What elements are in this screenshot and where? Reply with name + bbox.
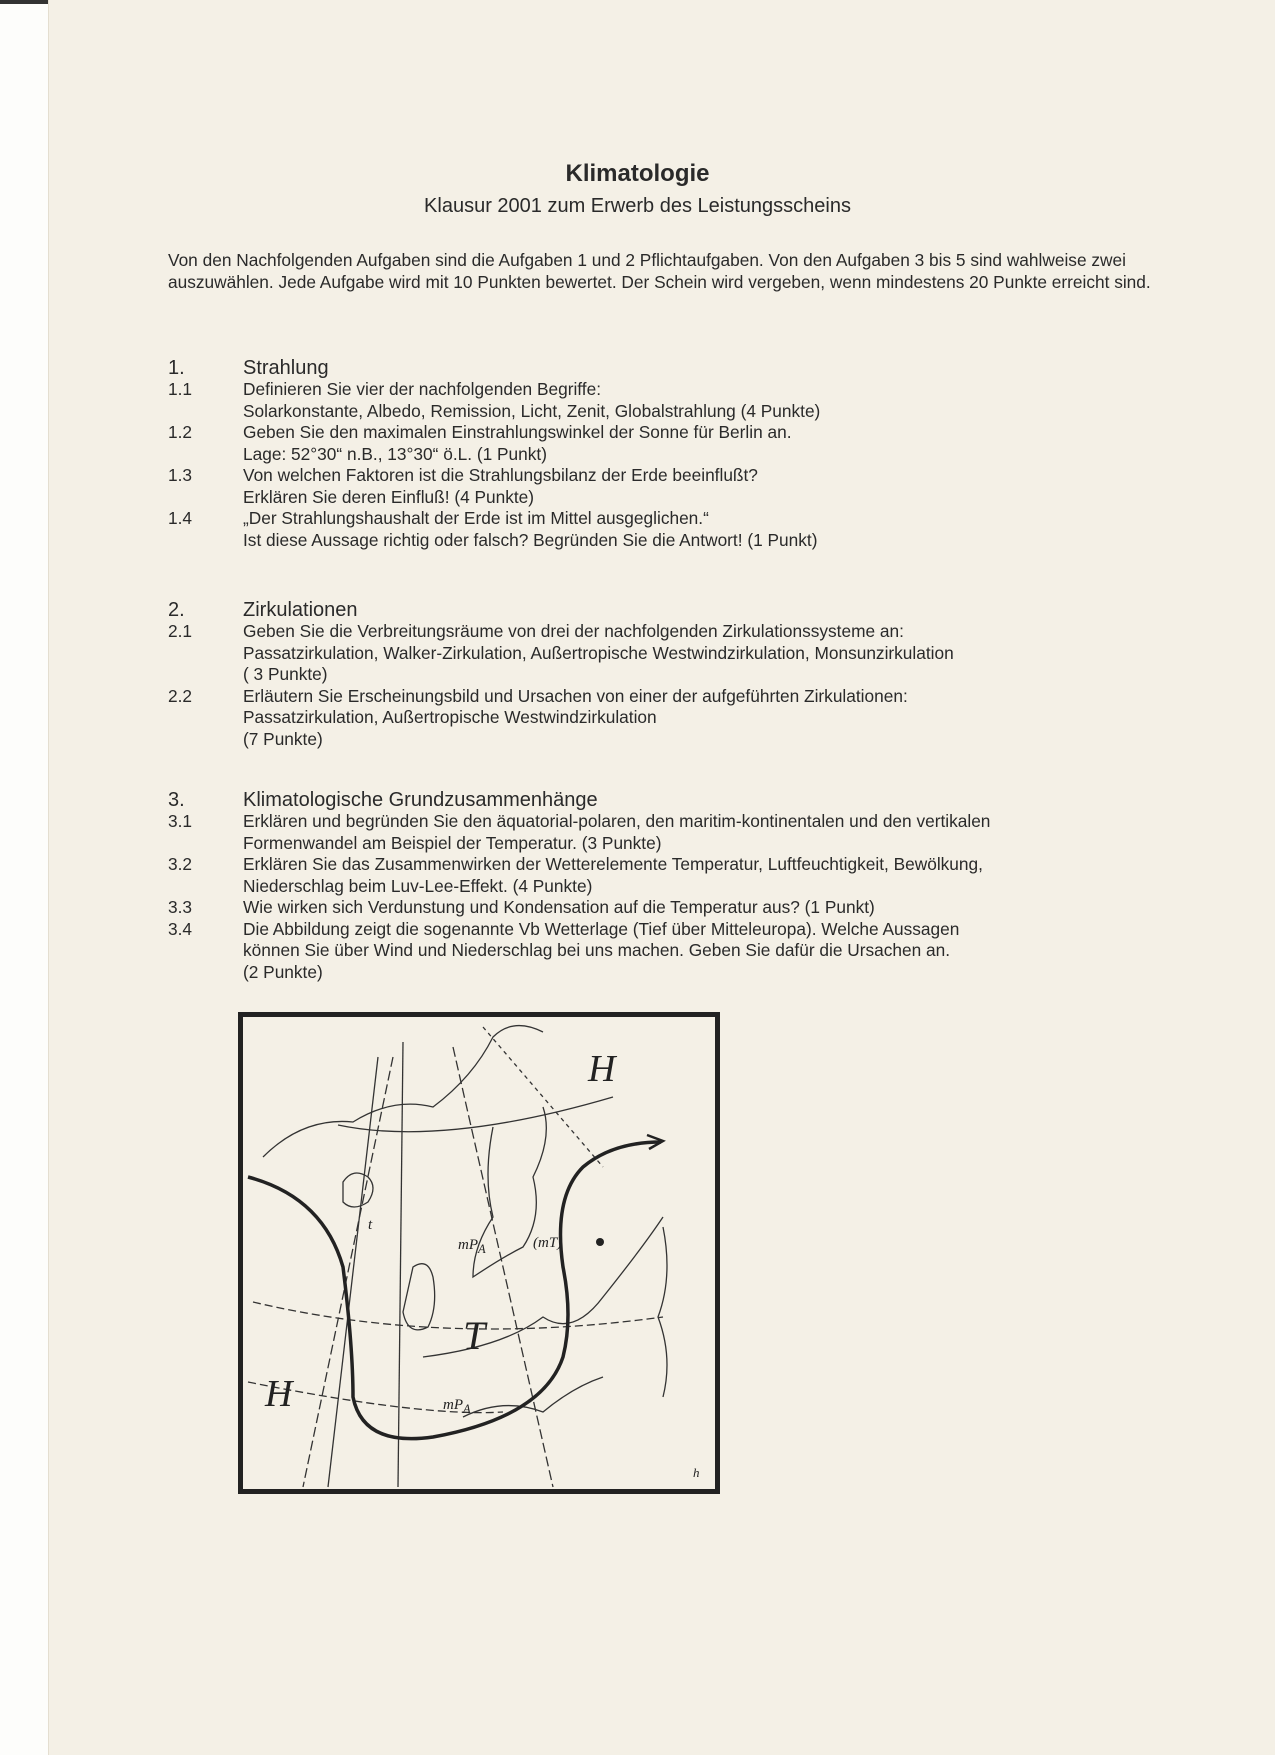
task-item bbox=[168, 854, 1158, 897]
task-text-line: (2 Punkte) bbox=[243, 961, 323, 982]
task-text-line: ( 3 Punkte) bbox=[243, 664, 328, 684]
map-label-high-sw: H bbox=[265, 1373, 293, 1415]
task-text-line: Erklären Sie das Zusammenwirken der Wetterelemente Temperatur, Luftfeuchtigkeit, Bewölkung, bbox=[243, 854, 983, 874]
task-section bbox=[168, 788, 1158, 983]
task-item bbox=[168, 897, 1158, 919]
task-text-line: Erklären und begründen Sie den äquatorial-polaren, den maritim-kontinentalen und den vertikalen bbox=[243, 811, 991, 831]
task-number: 1.3 bbox=[168, 465, 193, 485]
latitude-line bbox=[253, 1302, 663, 1329]
task-item bbox=[168, 621, 1158, 686]
task-text-line: Passatzirkulation, Walker-Zirkulation, Außertropische Westwindzirkulation, Monsunzirkulation bbox=[243, 642, 954, 663]
intro-paragraph: Von den Nachfolgenden Aufgaben sind die Aufgaben 1 und 2 Pflichtaufgaben. Von den Aufgaben 3 bis 5 sind wahlweise zwei auszuwählen. Jede Aufgabe wird mit 10 Punkten bewertet. Der Schein wird vergeben, wenn mindestens 20 Punkte erreicht sind. bbox=[168, 250, 1151, 292]
task-text-line: (7 Punkte) bbox=[243, 728, 323, 749]
task-item bbox=[168, 686, 1158, 751]
task-text-line: Wie wirken sich Verdunstung und Kondensation auf die Temperatur aus? (1 Punkt) bbox=[243, 897, 875, 917]
map-label-high-ne: H bbox=[588, 1048, 616, 1090]
map-label-mpa-north: $mP_A$ bbox=[458, 1237, 486, 1256]
task-item bbox=[168, 811, 1158, 854]
vb-weather-map bbox=[238, 1012, 720, 1494]
task-section bbox=[168, 356, 1158, 551]
map-label-t: t bbox=[368, 1217, 373, 1233]
task-text-line: Erläutern Sie Erscheinungsbild und Ursachen von einer der aufgeführten Zirkulationen: bbox=[243, 685, 908, 706]
section-number: 2. bbox=[168, 599, 185, 621]
task-section bbox=[168, 598, 1158, 750]
section-number: 1. bbox=[168, 357, 185, 379]
british-isles bbox=[403, 1264, 435, 1330]
task-number: 1.2 bbox=[168, 422, 193, 442]
task-text-line: Passatzirkulation, Außertropische Westwindzirkulation bbox=[243, 707, 657, 727]
task-text-line: Lage: 52°30“ n.B., 13°30“ ö.L. (1 Punkt) bbox=[243, 443, 547, 464]
task-number: 3.4 bbox=[168, 918, 193, 939]
map-label-low: T bbox=[463, 1313, 486, 1358]
task-text-line: Geben Sie den maximalen Einstrahlungswinkel der Sonne für Berlin an. bbox=[243, 422, 792, 442]
task-number: 3.3 bbox=[168, 897, 193, 917]
task-item bbox=[168, 379, 1158, 422]
scan-edge bbox=[0, 0, 48, 4]
task-text-line: Niederschlag beim Luv-Lee-Effekt. (4 Punkte) bbox=[243, 875, 593, 896]
latitude-line bbox=[338, 1097, 613, 1132]
section-title: Zirkulationen bbox=[243, 599, 358, 621]
task-number: 2.2 bbox=[168, 685, 193, 706]
task-text-line: können Sie über Wind und Niederschlag bei uns machen. Geben Sie dafür die Ursachen an. bbox=[243, 940, 951, 960]
task-text-line: Formenwandel am Beispiel der Temperatur. (3 Punkte) bbox=[243, 832, 662, 853]
task-item bbox=[168, 508, 1158, 551]
map-label-h: h bbox=[693, 1465, 700, 1480]
task-text-line: „Der Strahlungshaushalt der Erde ist im Mittel ausgeglichen.“ bbox=[243, 508, 709, 528]
map-label-mt: (mT) bbox=[533, 1235, 563, 1251]
task-text-line: Die Abbildung zeigt die sogenannte Vb Wetterlage (Tief über Mitteleuropa). Welche Aussagen bbox=[243, 918, 960, 939]
document-subtitle: Klausur 2001 zum Erwerb des Leistungsscheins bbox=[424, 195, 851, 217]
task-number: 3.1 bbox=[168, 811, 193, 831]
map-label-mpa-south: $mP_A$ bbox=[443, 1397, 471, 1416]
task-number: 3.2 bbox=[168, 854, 193, 874]
task-text-line: Solarkonstante, Albedo, Remission, Licht, Zenit, Globalstrahlung (4 Punkte) bbox=[243, 400, 821, 421]
task-number: 1.4 bbox=[168, 508, 193, 528]
task-text-line: Geben Sie die Verbreitungsräume von drei der nachfolgenden Zirkulationssysteme an: bbox=[243, 621, 904, 641]
section-number: 3. bbox=[168, 789, 185, 811]
section-title: Klimatologische Grundzusammenhänge bbox=[243, 789, 598, 811]
task-item bbox=[168, 919, 1158, 984]
document-title: Klimatologie bbox=[565, 160, 710, 187]
task-number: 1.1 bbox=[168, 379, 193, 399]
task-text-line: Erklären Sie deren Einfluß! (4 Punkte) bbox=[243, 486, 535, 507]
task-item bbox=[168, 422, 1158, 465]
task-text-line: Definieren Sie vier der nachfolgenden Begriffe: bbox=[243, 379, 602, 399]
iceland bbox=[343, 1173, 373, 1207]
east-coastline bbox=[658, 1227, 667, 1397]
task-text-line: Ist diese Aussage richtig oder falsch? Begründen Sie die Antwort! (1 Punkt) bbox=[243, 529, 818, 550]
task-item bbox=[168, 465, 1158, 508]
task-text-line: Von welchen Faktoren ist die Strahlungsbilanz der Erde beeinflußt? bbox=[243, 465, 758, 485]
task-number: 2.1 bbox=[168, 621, 193, 641]
section-title: Strahlung bbox=[243, 357, 329, 379]
